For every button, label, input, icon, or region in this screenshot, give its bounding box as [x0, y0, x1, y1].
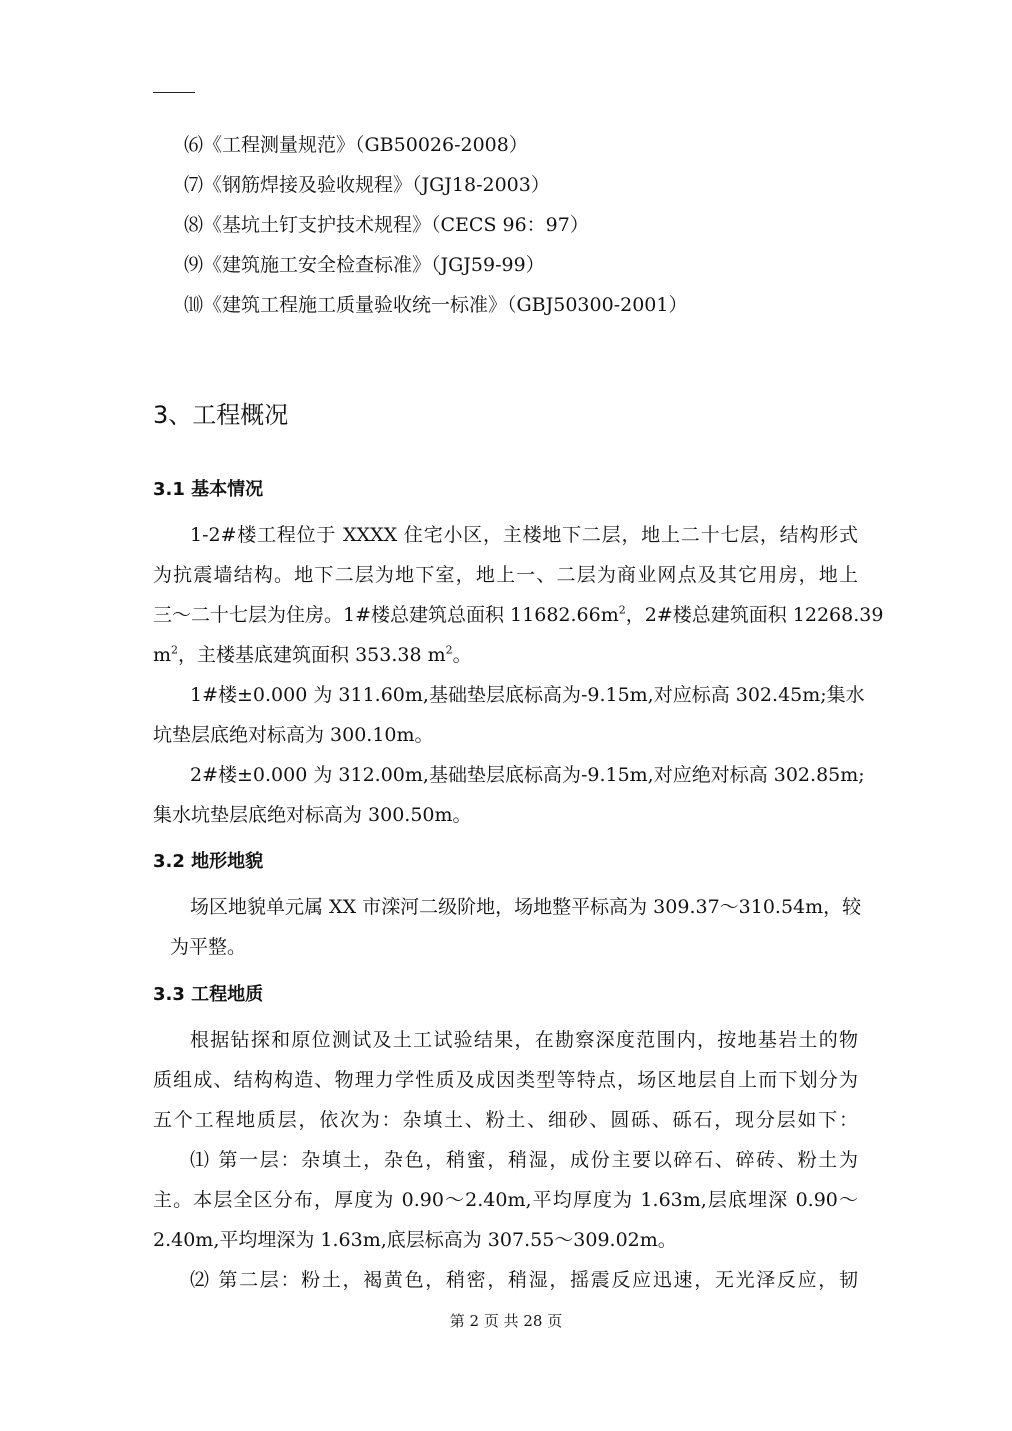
paragraph-line: 集水坑垫层底绝对标高为 300.50m。	[153, 804, 472, 826]
paragraph-line: 1-2#楼工程位于 XXXX 住宅小区，主楼地下二层，地上二十七层，结构形式	[190, 524, 858, 546]
paragraph-line: 五个工程地质层，依次为：杂填土、粉土、细砂、圆砾、砾石，现分层如下：	[153, 1109, 858, 1131]
paragraph-line: 主。本层全区分布，厚度为 0.90～2.40m,平均厚度为 1.63m,层底埋深 0.90～	[153, 1189, 858, 1211]
top-divider-line	[153, 92, 195, 93]
paragraph-line: 质组成、结构构造、物理力学性质及成因类型等特点，场区地层自上而下划分为	[153, 1069, 858, 1091]
reference-item-8: ⑻《基坑土钉支护技术规程》（CECS 96：97）	[184, 214, 589, 236]
paragraph-line: 坑垫层底绝对标高为 300.10m。	[153, 724, 434, 746]
page-footer: 第 2 页 共 28 页	[449, 1312, 563, 1330]
paragraph-line: 为平整。	[170, 936, 247, 958]
paragraph-line: 根据钻探和原位测试及土工试验结果，在勘察深度范围内，按地基岩土的物	[190, 1029, 858, 1051]
section-heading-3: 3、工程概况	[153, 401, 289, 429]
paragraph-line: 2.40m,平均埋深为 1.63m,底层标高为 307.55～309.02m。	[153, 1229, 677, 1251]
paragraph-line: 三～二十七层为住房。1#楼总建筑总面积 $11682.66m^2$，2#楼总建筑面积 12268.39	[153, 603, 884, 626]
paragraph-line: 为抗震墙结构。地下二层为地下室，地上一、二层为商业网点及其它用房，地上	[153, 564, 858, 586]
paragraph-line: ⑵ 第二层：粉土，褐黄色，稍密，稍湿，摇震反应迅速，无光泽反应，韧	[190, 1269, 858, 1291]
paragraph-line: 2#楼±0.000 为 312.00m,基础垫层底标高为-9.15m,对应绝对标高 302.85m;	[190, 764, 865, 786]
reference-item-6: ⑹《工程测量规范》（GB50026-2008）	[184, 134, 528, 156]
paragraph-line: ⑴ 第一层：杂填土，杂色，稍蜜，稍湿，成份主要以碎石、碎砖、粉土为	[190, 1149, 858, 1171]
paragraph-line: 1#楼±0.000 为 311.60m,基础垫层底标高为-9.15m,对应标高 302.45m;集水	[190, 684, 865, 706]
paragraph-line: 场区地貌单元属 XX 市滦河二级阶地，场地整平标高为 309.37～310.54m，较	[190, 896, 862, 918]
reference-item-7: ⑺《钢筋焊接及验收规程》（JGJ18-2003）	[184, 174, 550, 196]
reference-item-10: ⑽《建筑工程施工质量验收统一标准》（GBJ50300-2001）	[184, 294, 688, 316]
reference-item-9: ⑼《建筑施工安全检查标准》（JGJ59-99）	[184, 254, 545, 276]
paragraph-line: $m^2$，主楼基底建筑面积 353.38 $m^2$。	[153, 643, 472, 666]
subsection-heading-3-1: 3.1 基本情况	[153, 479, 264, 500]
subsection-heading-3-3: 3.3 工程地质	[153, 984, 264, 1005]
subsection-heading-3-2: 3.2 地形地貌	[153, 851, 264, 872]
